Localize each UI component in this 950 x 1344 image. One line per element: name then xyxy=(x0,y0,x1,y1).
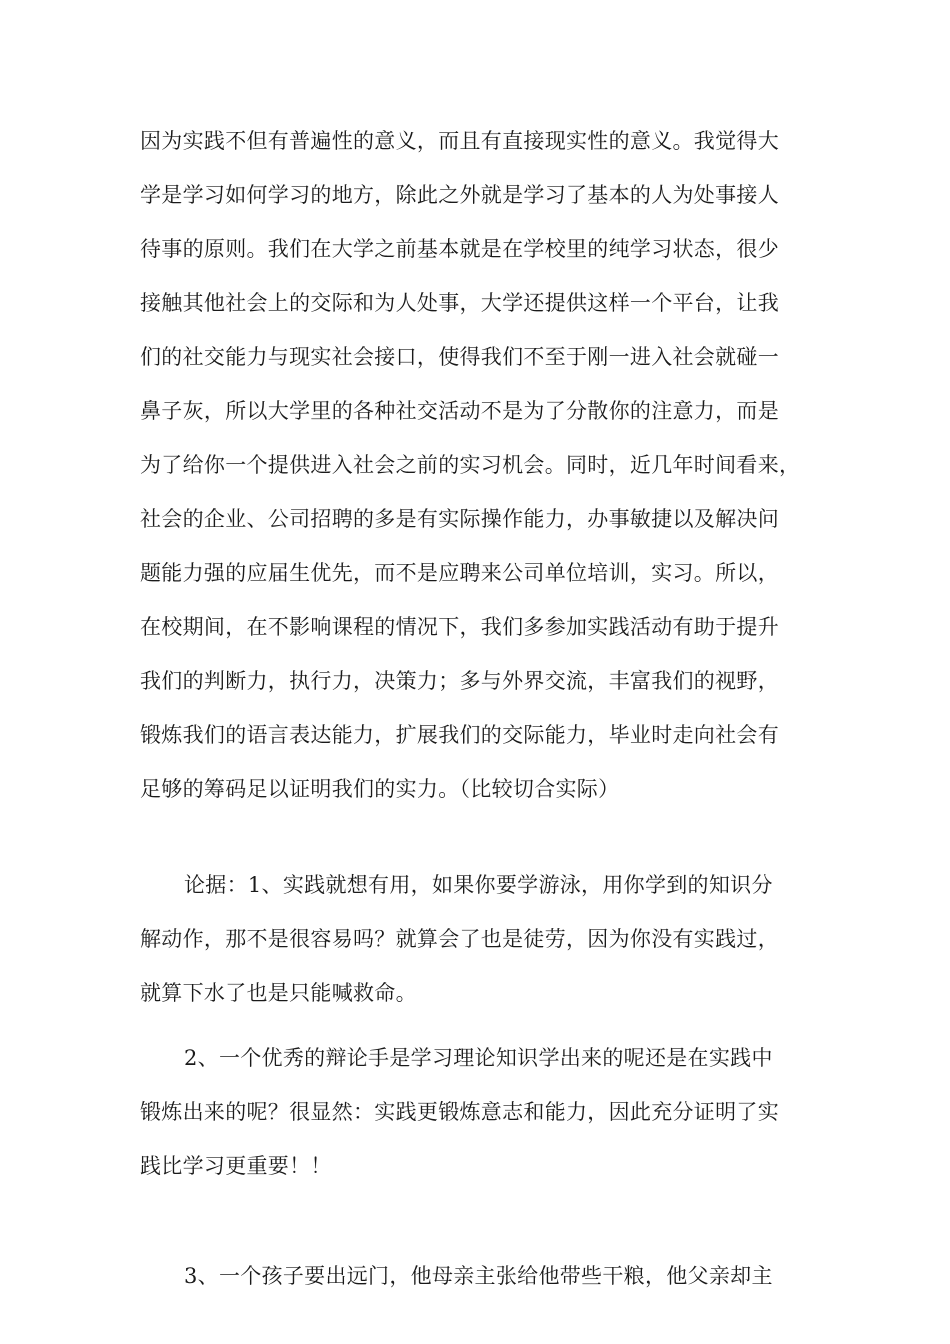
text-line: 鼻子灰，所以大学里的各种社交活动不是为了分散你的注意力，而是 xyxy=(140,399,779,423)
text-line: 接触其他社会上的交际和为人处事，大学还提供这样一个平台，让我 xyxy=(140,291,779,315)
text-line: 们的社交能力与现实社会接口，使得我们不至于刚一进入社会就碰一 xyxy=(140,345,779,369)
text-line: 锻炼出来的呢？很显然：实践更锻炼意志和能力，因此充分证明了实 xyxy=(140,1100,779,1124)
text-line: 待事的原则。我们在大学之前基本就是在学校里的纯学习状态，很少 xyxy=(140,237,779,261)
text-line: 我们的判断力，执行力，决策力；多与外界交流，丰富我们的视野， xyxy=(140,669,779,693)
text-line: 社会的企业、公司招聘的多是有实际操作能力，办事敏捷以及解决问 xyxy=(140,507,779,531)
text-line: 解动作，那不是很容易吗？就算会了也是徒劳，因为你没有实践过， xyxy=(140,927,779,951)
text-line: 践比学习更重要！！ xyxy=(140,1154,332,1178)
text-line: 论据：1、实践就想有用，如果你要学游泳，用你学到的知识分 xyxy=(184,873,773,897)
text-line: 3、一个孩子要出远门，他母亲主张给他带些干粮，他父亲却主 xyxy=(184,1264,773,1288)
text-line: 题能力强的应届生优先，而不是应聘来公司单位培训，实习。所以， xyxy=(140,561,779,585)
text-line: 为了给你一个提供进入社会之前的实习机会。同时，近几年时间看来， xyxy=(140,453,801,477)
text-line: 足够的筹码足以证明我们的实力。（比较切合实际） xyxy=(140,777,620,801)
text-line: 就算下水了也是只能喊救命。 xyxy=(140,981,417,1005)
text-line: 2、一个优秀的辩论手是学习理论知识学出来的呢还是在实践中 xyxy=(184,1046,773,1070)
text-line: 在校期间，在不影响课程的情况下，我们多参加实践活动有助于提升 xyxy=(140,615,779,639)
text-line: 因为实践不但有普遍性的意义，而且有直接现实性的意义。我觉得大 xyxy=(140,129,779,153)
text-line: 锻炼我们的语言表达能力，扩展我们的交际能力，毕业时走向社会有 xyxy=(140,723,779,747)
text-line: 学是学习如何学习的地方，除此之外就是学习了基本的人为处事接人 xyxy=(140,183,779,207)
